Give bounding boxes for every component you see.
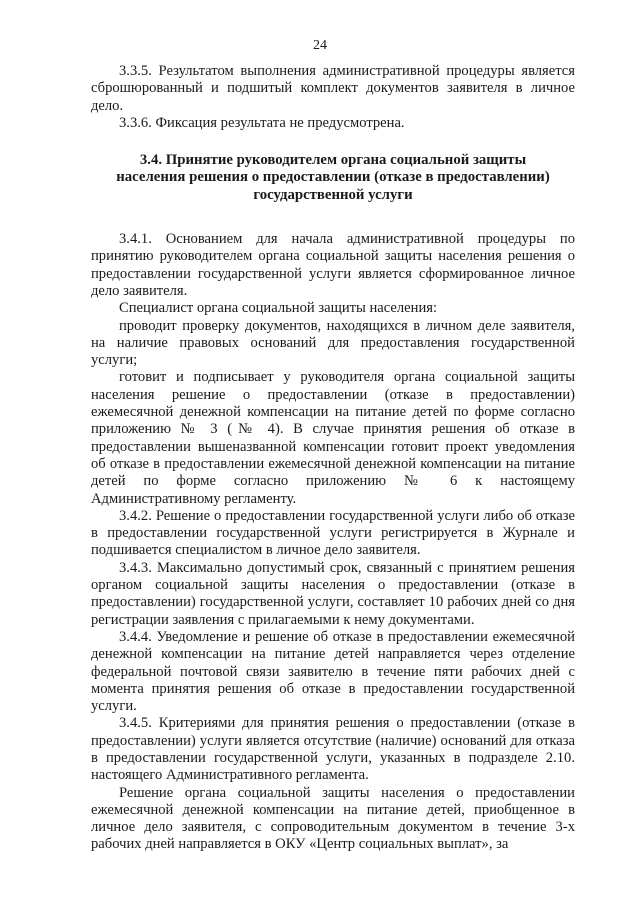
paragraph-3-4-2: 3.4.2. Решение о предоставлении государственной услуги либо об отказе в предоставлении государственной услуги регистрируется в Журнале и подшивается специалистом в личное дело заявителя. [91, 507, 575, 559]
paragraph-3-3-5: 3.3.5. Результатом выполнения административной процедуры является сброшюрованный и подшитый комплект документов заявителя в личное дело. [91, 63, 575, 114]
paragraph-3-3-6: 3.3.6. Фиксация результата не предусмотрена. [119, 114, 405, 131]
page-number: 24 [313, 38, 327, 53]
document-body [91, 63, 575, 854]
paragraph-check-documents: проводит проверку документов, находящихся в личном деле заявителя, на наличие правовых оснований для предоставления государственной услуги; [91, 317, 575, 369]
paragraph-specialist-intro: Специалист органа социальной защиты населения: [119, 300, 438, 317]
heading-line-3: государственной услуги [253, 186, 413, 203]
heading-line-1: 3.4. Принятие руководителем органа социальной защиты [139, 152, 527, 169]
heading-line-2: населения решения о предоставлении (отказе в предоставлении) [116, 169, 550, 186]
paragraph-3-4-1: 3.4.1. Основанием для начала административной процедуры по принятию руководителем органа социальной защиты населения решения о предоставлении государственной услуги является сформированное личное дело заявителя. [91, 231, 575, 299]
paragraph-3-4-5: 3.4.5. Критериями для принятия решения о предоставлении (отказе в предоставлении) услуги является отсутствие (наличие) оснований для отказа в предоставлении государственной услуги, указанных в подразделе 2.10. настоящего Административного регламента. [91, 715, 575, 784]
section-heading-3-4 [91, 152, 575, 204]
paragraph-3-4-4: 3.4.4. Уведомление и решение об отказе в предоставлении ежемесячной денежной компенсации на питание детей направляется через отделение федеральной почтовой связи заявителю в течение пяти рабочих дней с момента принятия решения об отказе в предоставлении государственной услуги. [91, 628, 575, 715]
paragraph-3-4-3: 3.4.3. Максимально допустимый срок, связанный с принятием решения органом социальной защиты населения о предоставлении (отказе в предоставлении) государственной услуги, составляет 10 рабочих дней со дня регистрации заявления с прилагаемыми к нему документами. [91, 559, 575, 628]
paragraph-prepare-decision: готовит и подписывает у руководителя органа социальной защиты населения решение о предоставлении (отказе в предоставлении) ежемесячной денежной компенсации на питание детей по форме согласно приложению № 3 (№ 4). В случае принятия решения об отказе в предоставлении вышеназванной компенсации готовит проект уведомления об отказе в предоставлении ежемесячной денежной компенсации на питание детей по форме согласно приложению № 6 к настоящему Административному регламенту. [91, 369, 575, 507]
paragraph-decision-sent: Решение органа социальной защиты населения о предоставлении ежемесячной денежной компенсации на питание детей, приобщенное в личное дело заявителя, с сопроводительным документом в течение 3-х рабочих дней направляется в ОКУ «Центр социальных выплат», за [91, 784, 575, 853]
